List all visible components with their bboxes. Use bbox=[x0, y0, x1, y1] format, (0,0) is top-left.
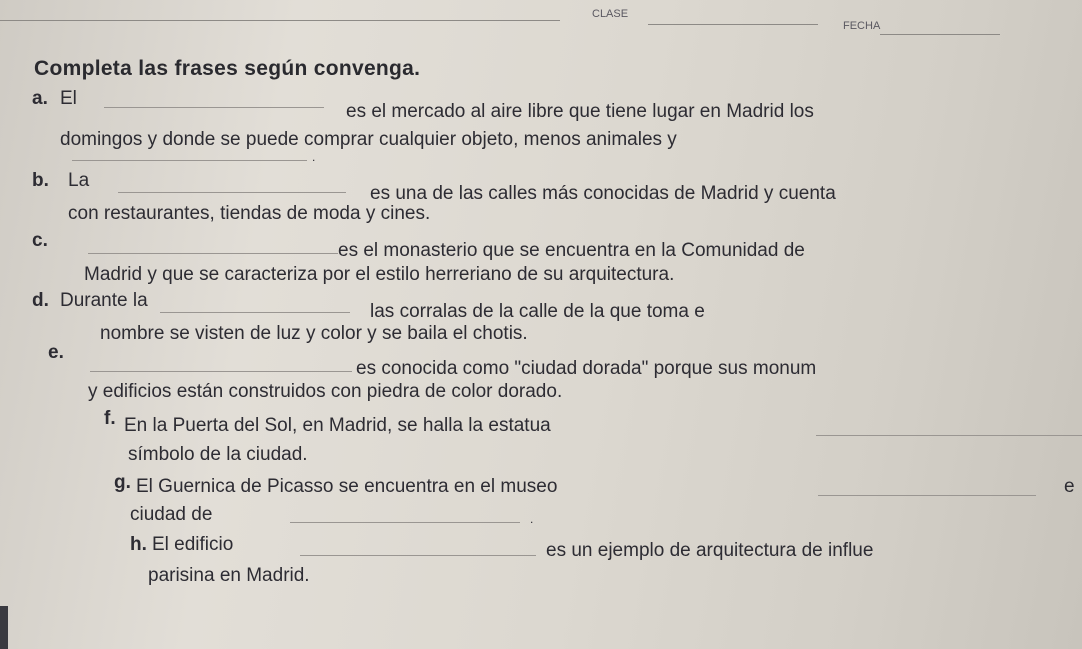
item-h-start: El edificio bbox=[152, 534, 234, 555]
blank-d[interactable] bbox=[160, 312, 350, 313]
blank-c[interactable] bbox=[88, 253, 338, 254]
name-line bbox=[0, 20, 560, 21]
item-a-label: a. bbox=[32, 88, 48, 109]
item-d-line2: nombre se visten de luz y color y se baila el chotis. bbox=[100, 323, 528, 344]
item-a-line1: es el mercado al aire libre que tiene lugar en Madrid los bbox=[346, 101, 814, 122]
item-g-line1: El Guernica de Picasso se encuentra en el museo bbox=[136, 476, 558, 497]
clase-label: CLASE bbox=[592, 8, 629, 20]
item-d-label: d. bbox=[32, 290, 49, 311]
item-g-line2: ciudad de bbox=[130, 504, 213, 525]
item-c-line2: Madrid y que se caracteriza por el estilo herreriano de su arquitectura. bbox=[84, 264, 675, 285]
item-b-start: La bbox=[68, 170, 90, 191]
blank-g[interactable] bbox=[818, 495, 1036, 496]
binder-edge bbox=[0, 606, 8, 649]
exercise-title: Completa las frases según convenga. bbox=[34, 57, 421, 80]
item-f-line2: símbolo de la ciudad. bbox=[128, 444, 308, 465]
item-f-line1: En la Puerta del Sol, en Madrid, se halla la estatua bbox=[124, 415, 551, 436]
item-g-end: . bbox=[530, 512, 534, 526]
item-c-line1: es el monasterio que se encuentra en la Comunidad de bbox=[338, 240, 805, 261]
item-a-line2: domingos y donde se puede comprar cualquier objeto, menos animales y bbox=[60, 129, 677, 150]
blank-h[interactable] bbox=[300, 555, 536, 556]
fecha-line bbox=[880, 34, 1000, 35]
item-d-line1: las corralas de la calle de la que toma e bbox=[370, 301, 705, 322]
blank-g2[interactable] bbox=[290, 522, 520, 523]
item-f-label: f. bbox=[104, 408, 116, 429]
item-b-line1: es una de las calles más conocidas de Madrid y cuenta bbox=[370, 183, 836, 204]
item-e-label: e. bbox=[48, 342, 64, 363]
blank-f[interactable] bbox=[816, 435, 1082, 436]
blank-b[interactable] bbox=[118, 192, 346, 193]
item-a-start: El bbox=[60, 88, 77, 109]
blank-a[interactable] bbox=[104, 107, 324, 108]
item-d-start: Durante la bbox=[60, 290, 148, 311]
item-a-end: . bbox=[312, 150, 316, 164]
blank-a2[interactable] bbox=[72, 160, 307, 161]
item-g-label: g. bbox=[114, 472, 131, 493]
item-e-line2: y edificios están construidos con piedra de color dorado. bbox=[88, 381, 563, 402]
blank-e[interactable] bbox=[90, 371, 352, 372]
item-b-label: b. bbox=[32, 170, 49, 191]
fecha-label: FECHA bbox=[843, 20, 881, 32]
item-g-tail: e bbox=[1064, 476, 1075, 497]
item-h-label: h. bbox=[130, 534, 147, 555]
item-e-line1: es conocida como "ciudad dorada" porque sus monum bbox=[356, 358, 817, 379]
item-c-label: c. bbox=[32, 230, 48, 251]
clase-line bbox=[648, 24, 818, 25]
item-b-line2: con restaurantes, tiendas de moda y cines. bbox=[68, 203, 431, 224]
item-h-line2: parisina en Madrid. bbox=[148, 565, 310, 586]
item-h-line1: es un ejemplo de arquitectura de influe bbox=[546, 540, 874, 561]
